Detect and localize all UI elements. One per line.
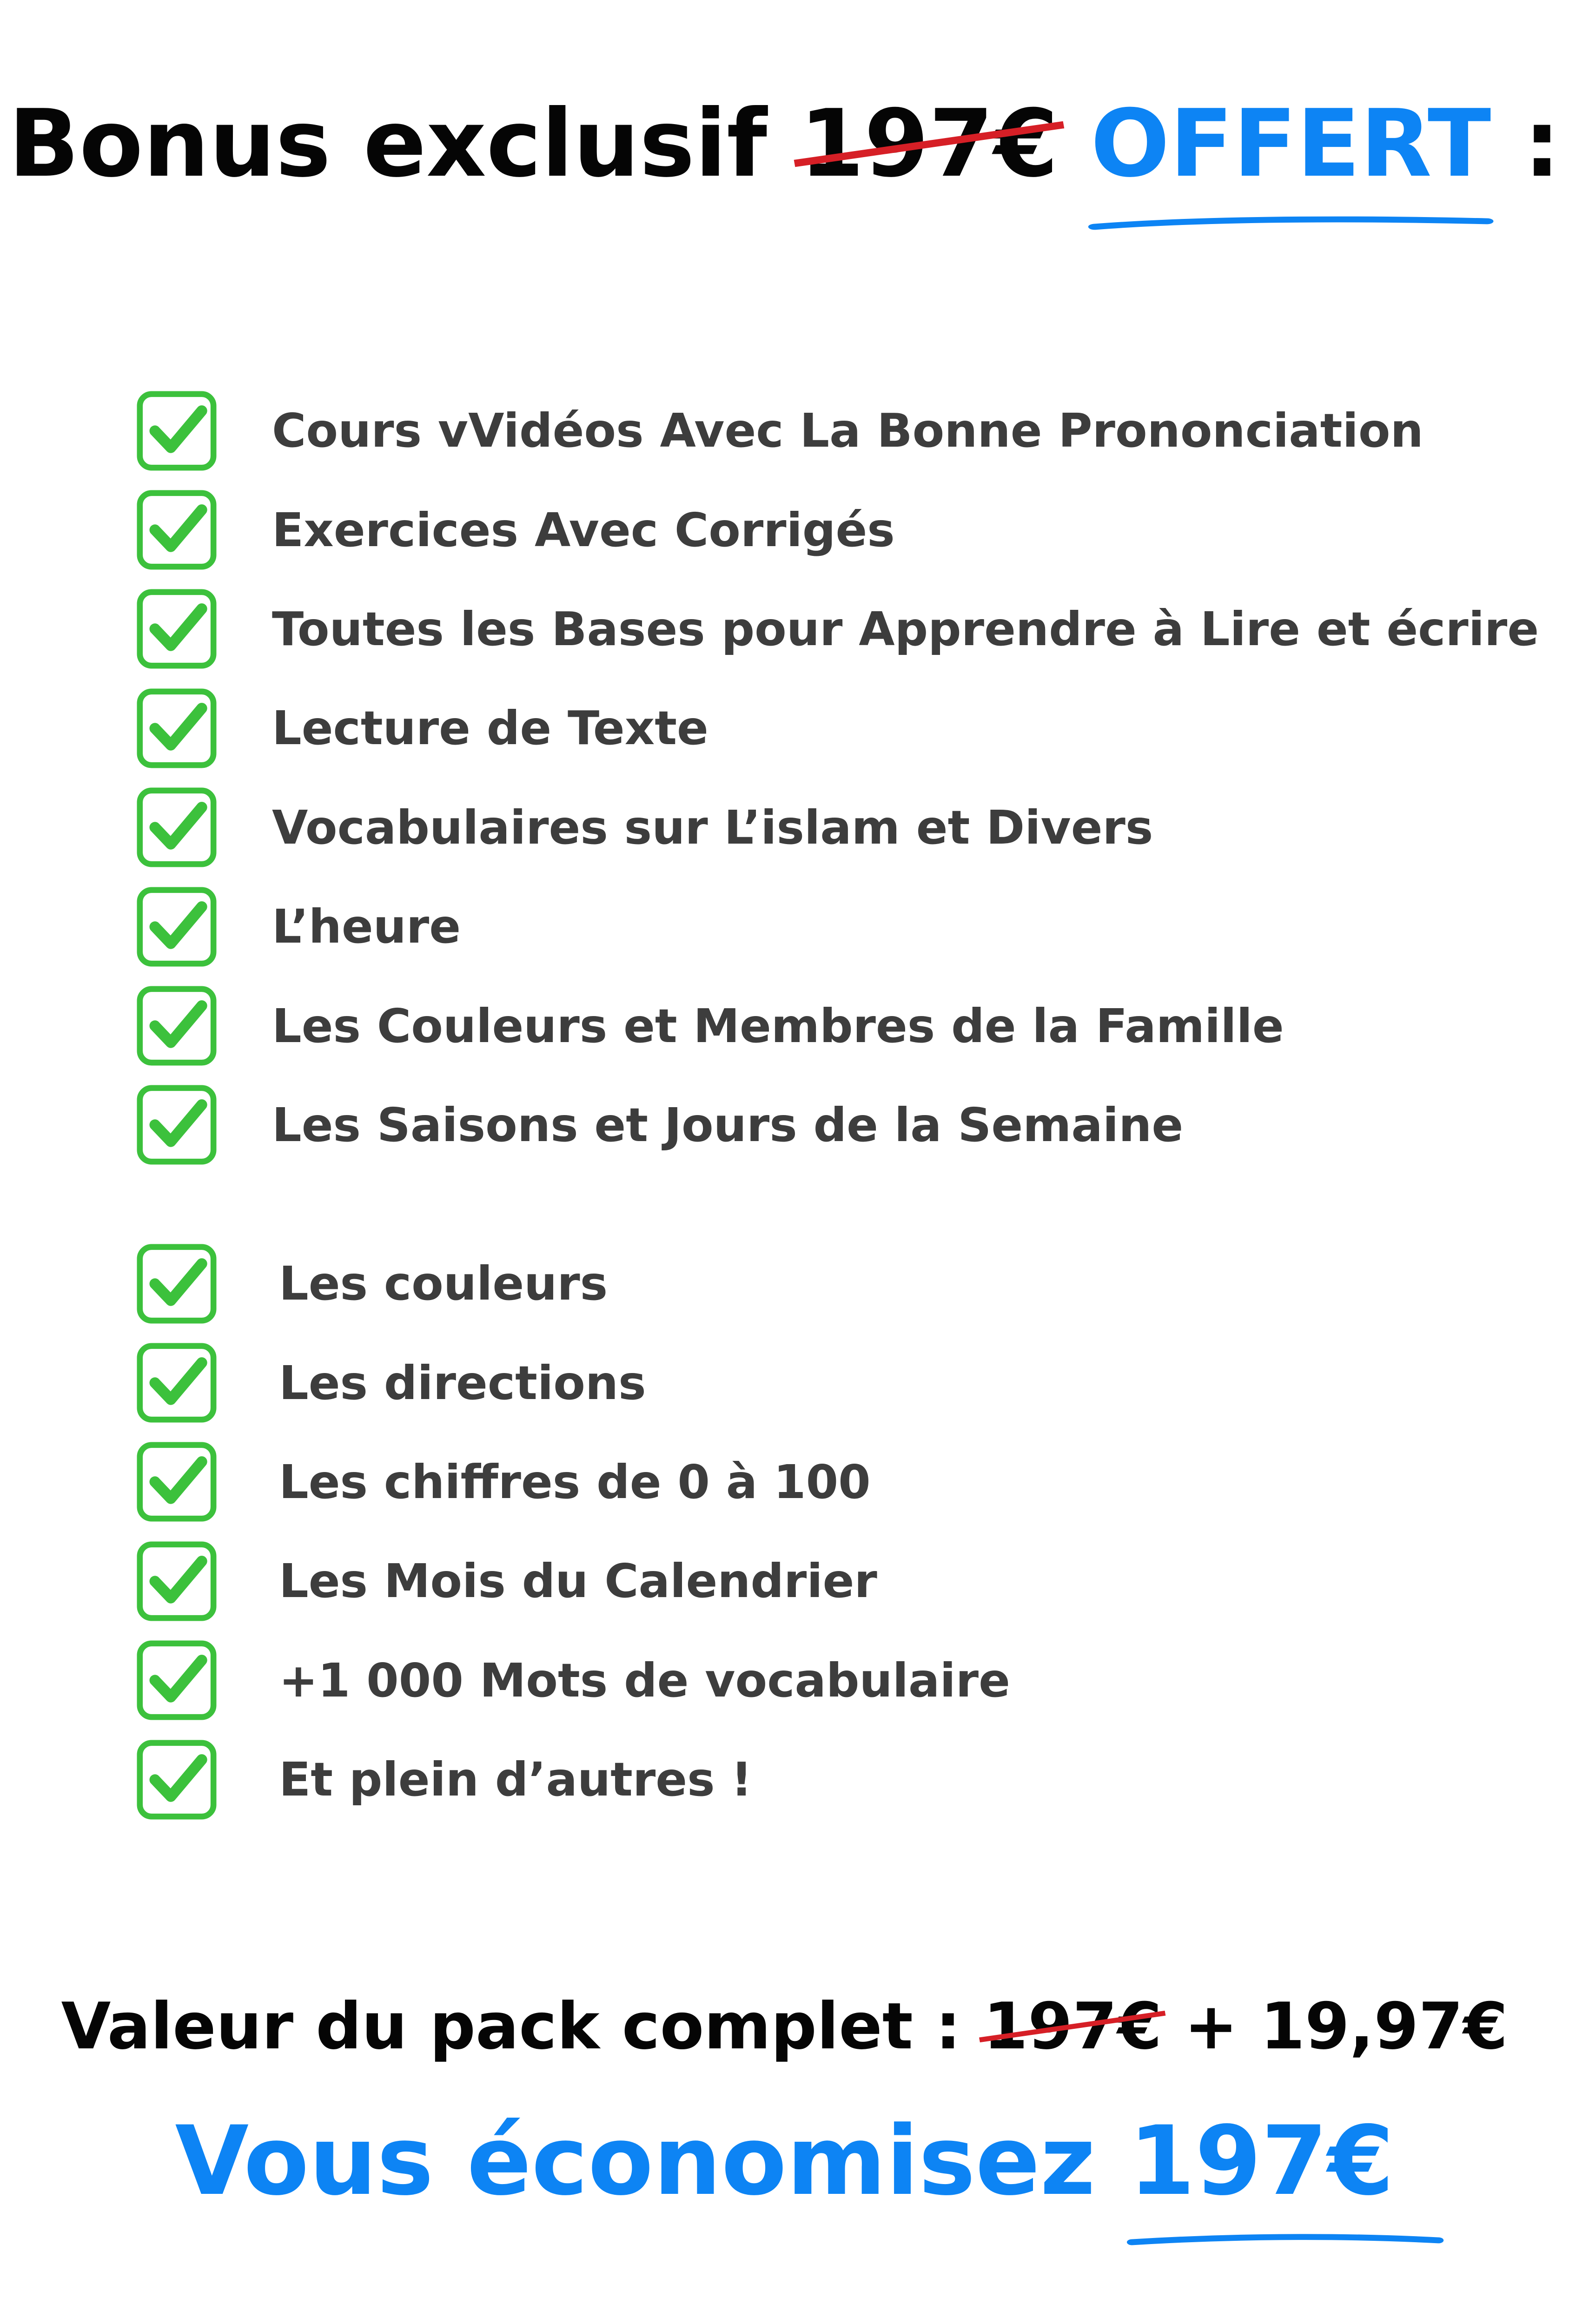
- list-item: [135, 1730, 1010, 1829]
- feature-label: +1 000 Mots de vocabulaire: [279, 1653, 1010, 1708]
- page-title: [0, 84, 1569, 205]
- list-item: [135, 1532, 1010, 1631]
- feature-label: Et plein d’autres !: [279, 1752, 753, 1807]
- title-prefix: Bonus exclusif: [8, 90, 768, 198]
- savings-amount: 197€: [1128, 2106, 1394, 2217]
- feature-label: Toutes les Bases pour Apprendre à Lire et écrire: [272, 601, 1539, 656]
- old-price: 197€: [799, 90, 1059, 198]
- checkbox-checked-icon: [135, 1242, 218, 1326]
- strikethrough-mark: [794, 120, 1064, 168]
- list-item: [135, 1076, 1539, 1175]
- checkbox-checked-icon: [135, 389, 218, 473]
- savings-text: Vous économisez: [175, 2106, 1096, 2217]
- list-item: [135, 1333, 1010, 1432]
- old-price-struck: [800, 84, 1059, 205]
- pack-old-price: 197€: [983, 1989, 1162, 2064]
- checkbox-checked-icon: [135, 587, 218, 671]
- feature-label: Les directions: [279, 1355, 646, 1410]
- feature-label: Les couleurs: [279, 1256, 608, 1311]
- feature-label: Lecture de Texte: [272, 701, 708, 756]
- checkbox-checked-icon: [135, 885, 218, 969]
- feature-label: Vocabulaires sur L’islam et Divers: [272, 800, 1153, 855]
- checkbox-checked-icon: [135, 488, 218, 572]
- feature-label: Les Mois du Calendrier: [279, 1554, 877, 1609]
- feature-label: Cours vVidéos Avec La Bonne Prononciation: [272, 403, 1423, 458]
- checkbox-checked-icon: [135, 1440, 218, 1524]
- feature-label: Les Couleurs et Membres de la Famille: [272, 998, 1284, 1053]
- pack-plus-price: + 19,97€: [1184, 1989, 1508, 2064]
- list-item: [135, 1631, 1010, 1730]
- checkbox-checked-icon: [135, 1638, 218, 1722]
- feature-label: L’heure: [272, 899, 461, 954]
- savings-amount-wrap: [1129, 2101, 1394, 2222]
- strikethrough-mark: [980, 2010, 1165, 2043]
- feature-list-secondary: [135, 1234, 1010, 1829]
- list-item: [135, 778, 1539, 877]
- offer-label: [1091, 84, 1491, 205]
- checkbox-checked-icon: [135, 1738, 218, 1822]
- checkbox-checked-icon: [135, 984, 218, 1068]
- checkbox-checked-icon: [135, 1341, 218, 1425]
- pack-value-label: Valeur du pack complet :: [61, 1989, 961, 2064]
- list-item: [135, 381, 1539, 480]
- list-item: [135, 976, 1539, 1075]
- list-item: [135, 1234, 1010, 1333]
- checkbox-checked-icon: [135, 1539, 218, 1623]
- feature-list-primary: [135, 381, 1539, 1175]
- savings-underline: [1129, 2231, 1442, 2250]
- pack-value-line: [0, 1985, 1569, 2068]
- list-item: [135, 480, 1539, 579]
- checkbox-checked-icon: [135, 1083, 218, 1167]
- checkbox-checked-icon: [135, 687, 218, 770]
- list-item: [135, 877, 1539, 976]
- feature-label: Les chiffres de 0 à 100: [279, 1454, 871, 1509]
- feature-label: Exercices Avec Corrigés: [272, 502, 895, 557]
- savings-line: [0, 2101, 1569, 2222]
- checkbox-checked-icon: [135, 786, 218, 869]
- pack-old-price-struck: [983, 1985, 1162, 2068]
- offer-underline: [1091, 214, 1491, 232]
- list-item: [135, 1433, 1010, 1532]
- list-item: [135, 580, 1539, 679]
- offer-text: OFFERT: [1091, 90, 1491, 198]
- title-colon: :: [1523, 90, 1561, 198]
- feature-label: Les Saisons et Jours de la Semaine: [272, 1097, 1184, 1152]
- list-item: [135, 679, 1539, 778]
